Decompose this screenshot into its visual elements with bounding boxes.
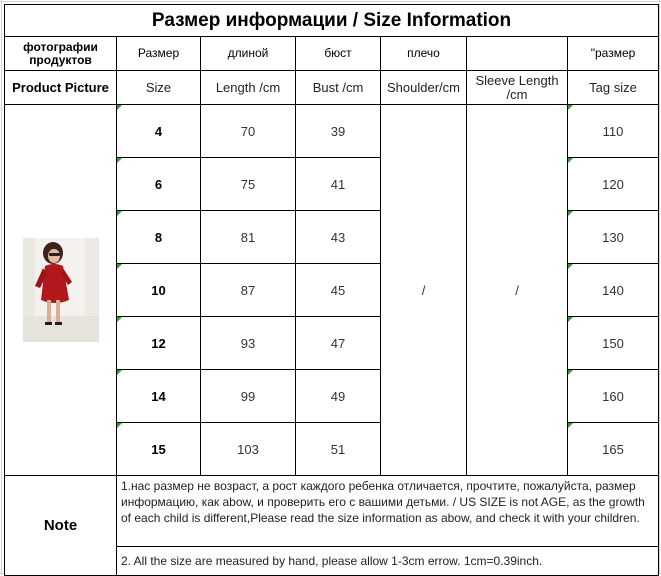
header-en-tag: Tag size: [568, 71, 659, 105]
size-value: 12: [151, 335, 166, 351]
size-cell: [117, 317, 201, 370]
header-ru-sleeve: [467, 37, 568, 71]
bust-cell: 47: [296, 317, 381, 370]
length-cell: 70: [201, 105, 296, 158]
header-ru-size: Размер: [117, 37, 201, 71]
header-en-picture: Product Picture: [5, 71, 117, 105]
size-value: 15: [151, 441, 166, 457]
note-text-1: 1.нас размер не возраст, а рост каждого ребенка отличается, прочтите, пожалуйста, размер информацию, как abow, и проверить его с вашими детьми. / US SIZE is not AGE, as the growth of each child is different,Please read the size information as abow, and check it with your children.: [117, 476, 659, 547]
tag-value: 120: [602, 176, 624, 192]
tag-cell: [568, 158, 659, 211]
header-ru-tag: "размер: [568, 37, 659, 71]
header-en-bust: Bust /cm: [296, 71, 381, 105]
cell-marker: [568, 158, 573, 163]
cell-marker: [117, 211, 122, 216]
cell-marker: [568, 423, 573, 428]
tag-cell: [568, 105, 659, 158]
cell-marker: [117, 158, 122, 163]
tag-value: 110: [602, 123, 624, 139]
size-cell: [117, 370, 201, 423]
size-cell: [117, 264, 201, 317]
tag-value: 160: [602, 388, 624, 404]
cell-marker: [568, 264, 573, 269]
tag-cell: [568, 211, 659, 264]
cell-marker: [117, 264, 122, 269]
bust-cell: 49: [296, 370, 381, 423]
cell-marker: [117, 317, 122, 322]
header-ru-picture: фотографии продуктов: [5, 37, 117, 71]
bust-cell: 39: [296, 105, 381, 158]
tag-cell: [568, 423, 659, 476]
header-row-ru: [5, 37, 659, 71]
table-row: [5, 105, 659, 158]
girl-red-dress-image: [23, 238, 99, 342]
size-value: 4: [154, 123, 163, 139]
bust-cell: 45: [296, 264, 381, 317]
tag-cell: [568, 317, 659, 370]
tag-value: 140: [602, 282, 624, 298]
header-en-shoulder: Shoulder/cm: [381, 71, 467, 105]
product-photo: [23, 238, 99, 342]
size-cell: [117, 211, 201, 264]
size-table: [4, 4, 659, 576]
tag-value: 130: [602, 229, 624, 245]
tag-cell: [568, 370, 659, 423]
header-ru-length: длиной: [201, 37, 296, 71]
length-cell: 103: [201, 423, 296, 476]
cell-marker: [568, 370, 573, 375]
header-ru-shoulder: плечо: [381, 37, 467, 71]
length-cell: 81: [201, 211, 296, 264]
gridline: [1, 0, 2, 575]
size-value: 14: [151, 388, 166, 404]
note-label: Note: [5, 476, 117, 576]
cell-marker: [117, 370, 122, 375]
size-value: 6: [154, 176, 163, 192]
cell-marker: [117, 423, 122, 428]
product-picture-cell: [5, 105, 117, 476]
cell-marker: [568, 105, 573, 110]
table-title: Размер информации / Size Information: [5, 5, 659, 37]
size-cell: [117, 105, 201, 158]
header-en-size: Size: [117, 71, 201, 105]
sleeve-cell: /: [467, 105, 568, 476]
tag-cell: [568, 264, 659, 317]
cell-marker: [568, 211, 573, 216]
gridline: [659, 0, 660, 575]
cell-marker: [117, 105, 122, 110]
tag-value: 150: [602, 335, 624, 351]
note-row: [5, 476, 659, 547]
size-value: 10: [151, 282, 166, 298]
size-cell: [117, 158, 201, 211]
shoulder-cell: /: [381, 105, 467, 476]
header-row-en: [5, 71, 659, 105]
length-cell: 93: [201, 317, 296, 370]
size-value: 8: [154, 229, 163, 245]
bust-cell: 43: [296, 211, 381, 264]
length-cell: 87: [201, 264, 296, 317]
cell-marker: [568, 317, 573, 322]
size-cell: [117, 423, 201, 476]
header-en-length: Length /cm: [201, 71, 296, 105]
gridline: [0, 1, 661, 2]
header-en-sleeve: Sleeve Length /cm: [467, 71, 568, 105]
bust-cell: 41: [296, 158, 381, 211]
length-cell: 75: [201, 158, 296, 211]
length-cell: 99: [201, 370, 296, 423]
header-ru-bust: бюст: [296, 37, 381, 71]
tag-value: 165: [602, 441, 624, 457]
bust-cell: 51: [296, 423, 381, 476]
note-text-2: 2. All the size are measured by hand, please allow 1-3cm errow. 1cm=0.39inch.: [117, 547, 659, 576]
